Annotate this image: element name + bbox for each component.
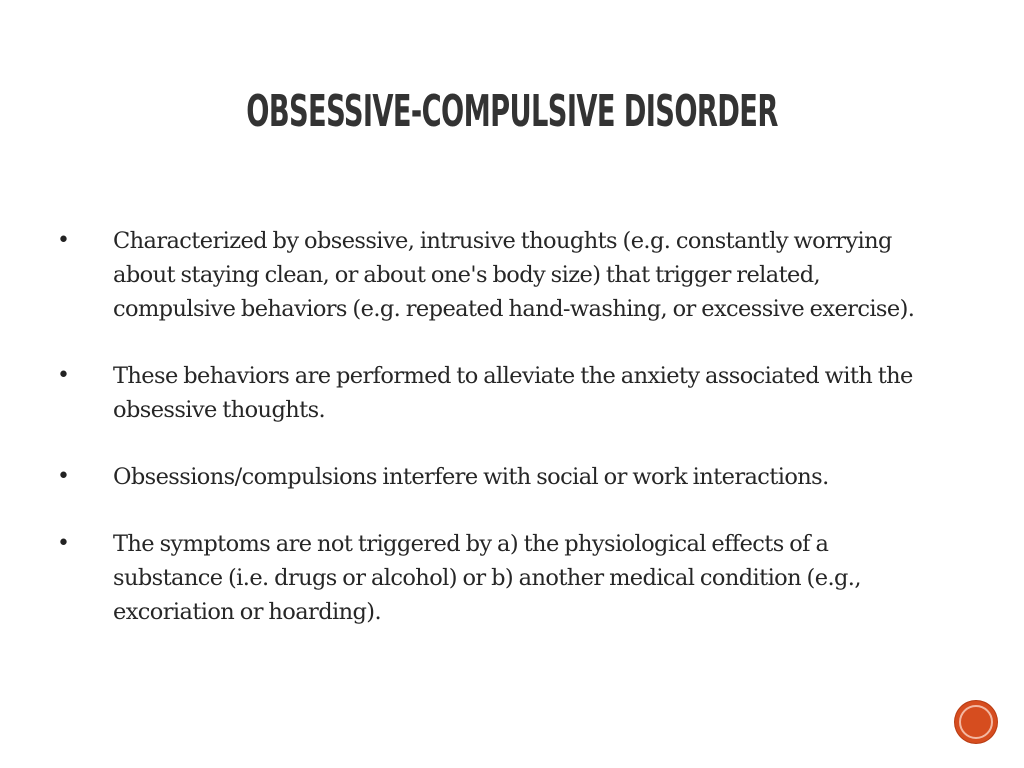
bullet-icon: • xyxy=(57,531,70,556)
bullet-list xyxy=(0,224,1024,662)
bullet-icon: • xyxy=(57,363,70,388)
bullet-item xyxy=(0,527,1024,629)
bullet-text: These behaviors are performed to alleviate the anxiety associated with the obsessive thoughts. xyxy=(113,363,913,423)
bullet-icon: • xyxy=(57,464,70,489)
bullet-icon: • xyxy=(57,228,70,253)
slide-nav-button[interactable] xyxy=(955,701,997,743)
bullet-text: Characterized by obsessive, intrusive thoughts (e.g. constantly worrying about staying clean, or about one's body size) that trigger related, compulsive behaviors (e.g. repeated hand-washing, or excessive exercise). xyxy=(113,228,915,322)
bullet-text: The symptoms are not triggered by a) the physiological effects of a substance (i.e. drugs or alcohol) or b) another medical condition (e.g., excoriation or hoarding). xyxy=(113,531,861,625)
bullet-item xyxy=(0,460,1024,494)
circle-nav-button-icon xyxy=(959,705,993,739)
bullet-item xyxy=(0,359,1024,427)
slide-title: OBSESSIVE-COMPULSIVE DISORDER xyxy=(246,86,778,137)
bullet-item xyxy=(0,224,1024,326)
bullet-text: Obsessions/compulsions interfere with social or work interactions. xyxy=(113,464,829,490)
